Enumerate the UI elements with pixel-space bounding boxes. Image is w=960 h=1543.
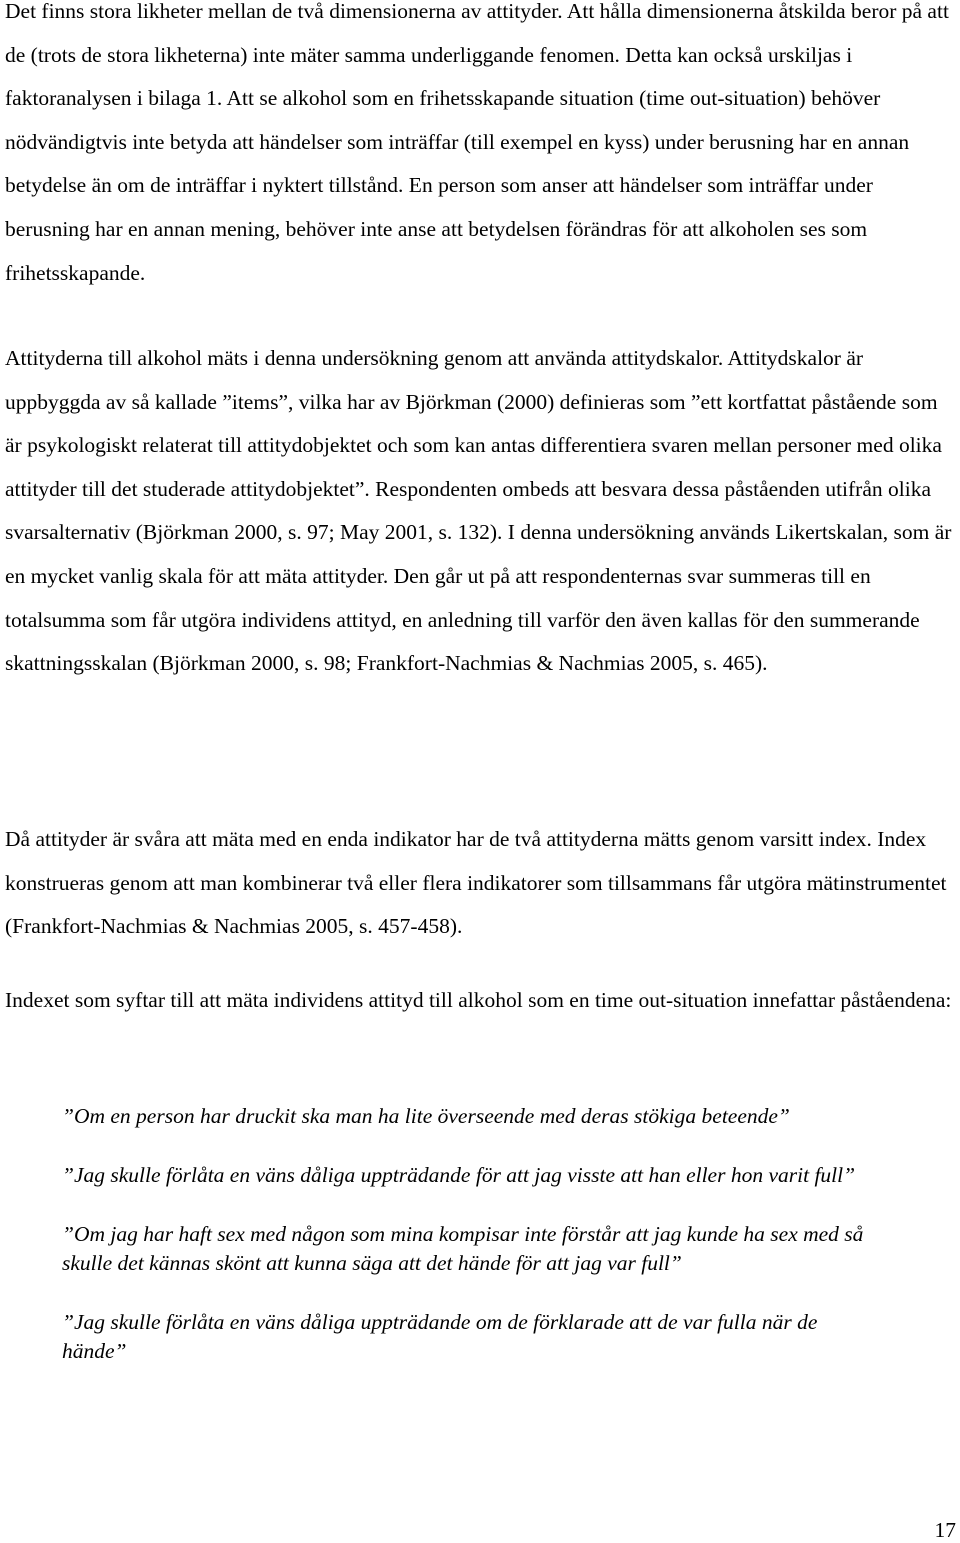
statement-item: ”Om en person har druckit ska man ha lite överseende med deras stökiga beteende” bbox=[62, 1104, 790, 1128]
paragraph-index: Då attityder är svåra att mäta med en enda indikator har de två attityderna mätts genom varsitt index. Index konstrueras genom att man kombinerar två eller flera indikatorer som tillsammans får utgöra mätinstrumentet (Frankfort-Nachmias & Nachmias 2005, s. 457-458). bbox=[5, 827, 947, 939]
paragraph-index-intro: Indexet som syftar till att mäta individens attityd till alkohol som en time out-situation innefattar påståendena: bbox=[5, 988, 952, 1012]
statement-item: ”Om jag har haft sex med någon som mina kompisar inte förstår att jag kunde ha sex med så skulle det kännas skönt att kunna säga att det hände för att jag var full” bbox=[62, 1222, 864, 1275]
statement-item: ”Jag skulle förlåta en väns dåliga uppträdande för att jag visste att han eller hon varit full” bbox=[62, 1163, 856, 1187]
page-number: 17 bbox=[934, 1518, 956, 1542]
statement-item: ”Jag skulle förlåta en väns dåliga uppträdande om de förklarade att de var fulla när de hände” bbox=[62, 1310, 818, 1363]
paragraph-attitude-scales: Attityderna till alkohol mäts i denna undersökning genom att använda attitydskalor. Attitydskalor är uppbyggda av så kallade ”items”, vilka har av Björkman (2000) definieras som ”ett kortfattat påstående som är psykologiskt relaterat till attitydobjektet och som kan antas differentiera svaren mellan personer med olika attityder till det studerade attitydobjektet”. Respondenten ombeds att besvara dessa påståenden utifrån olika svarsalternativ (Björkman 2000, s. 97; May 2001, s. 132). I denna undersökning används Likertskalan, som är en mycket vanlig skala för att mäta attityder. Den går ut på att respondenternas svar summeras till en totalsumma som får utgöra individens attityd, en anledning till varför den även kallas för den summerande skattningsskalan (Björkman 2000, s. 98; Frankfort-Nachmias & Nachmias 2005, s. 465). bbox=[5, 346, 952, 676]
paragraph-dimensions: Det finns stora likheter mellan de två dimensionerna av attityder. Att hålla dimensionerna åtskilda beror på att de (trots de stora likheterna) inte mäter samma underliggande fenomen. Detta kan också urskiljas i faktoranalysen i bilaga 1. Att se alkohol som en frihetsskapande situation (time out-situation) behöver nödvändigtvis inte betyda att händelser som inträffar (till exempel en kyss) under berusning har en annan betydelse än om de inträffar i nyktert tillstånd. En person som anser att händelser som inträffar under berusning har en annan mening, behöver inte anse att betydelsen förändras för att alkoholen ses som frihetsskapande. bbox=[5, 0, 949, 285]
statement-list bbox=[62, 1102, 882, 1396]
